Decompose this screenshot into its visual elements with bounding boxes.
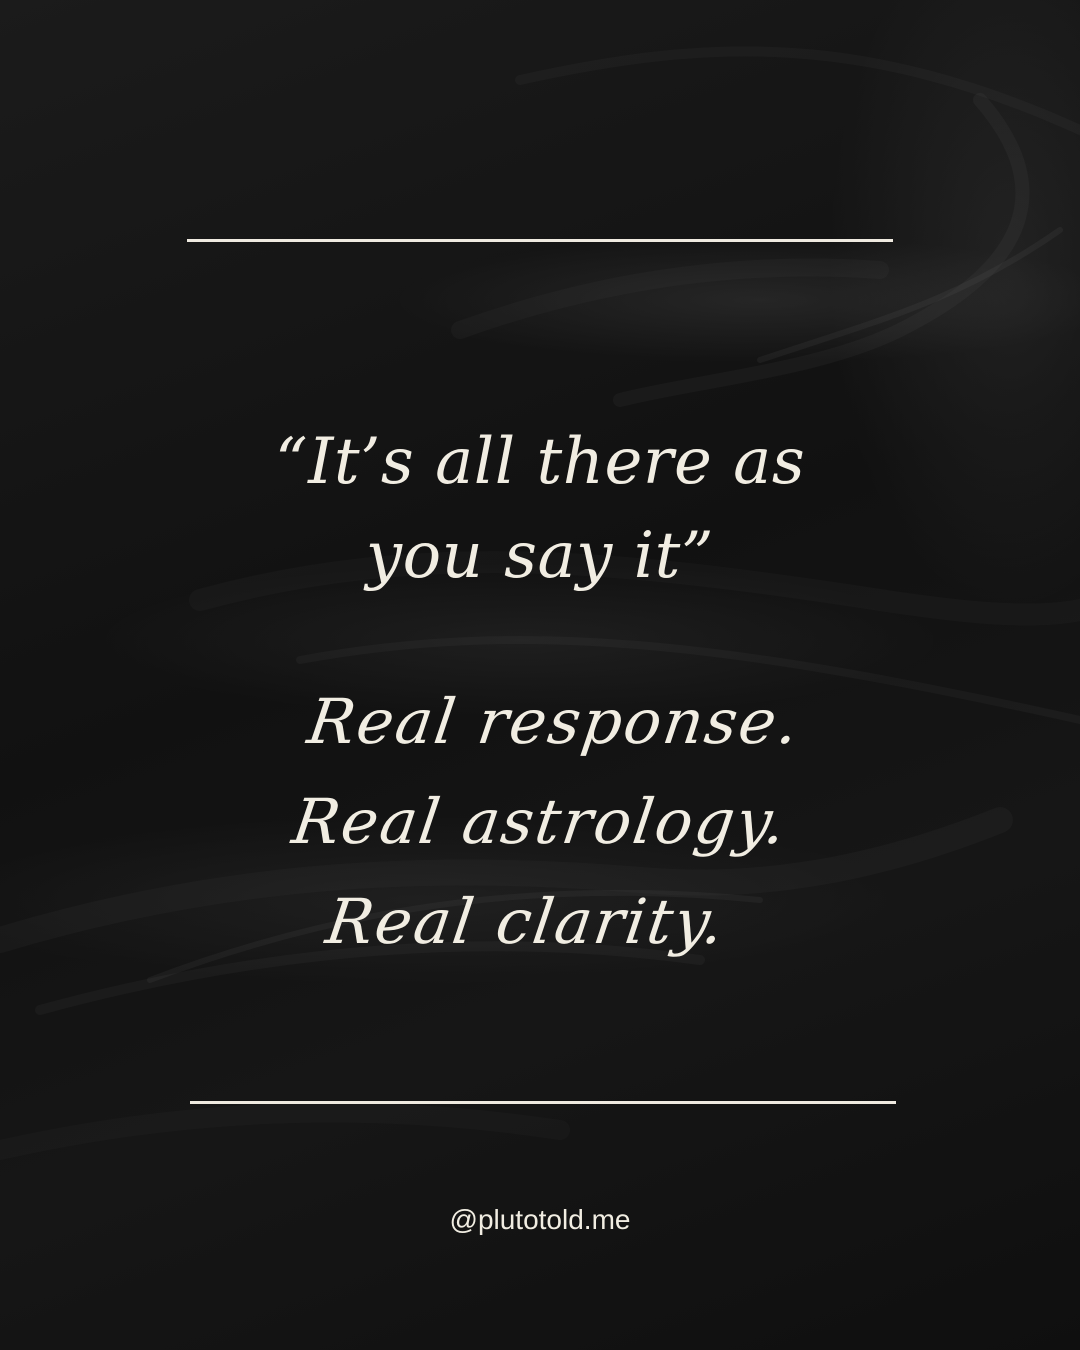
tagline-line-2: Real astrology. (287, 785, 793, 858)
tagline-script (119, 672, 961, 972)
quote-line-2: you say it” (365, 519, 715, 593)
quote-heading (140, 415, 940, 603)
bottom-divider (190, 1101, 896, 1104)
top-divider (187, 239, 893, 242)
tagline-line-1: Real response. (303, 685, 805, 758)
social-handle: @plutotold.me (449, 1204, 631, 1235)
quote-line-1: “It’s all there as (274, 425, 806, 499)
tagline-line-3: Real clarity. (321, 885, 731, 958)
